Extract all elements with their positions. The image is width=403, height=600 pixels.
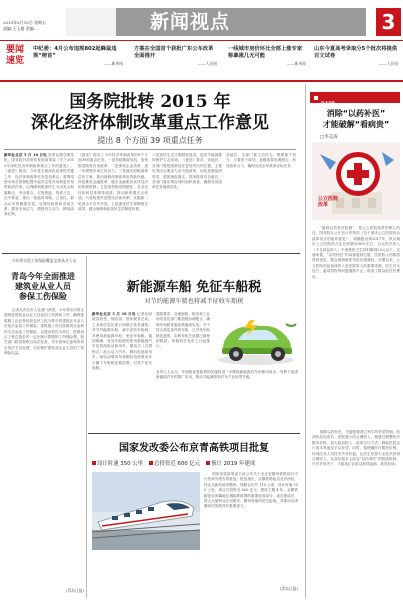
- rail-story: [88, 436, 300, 598]
- digest-item-title: 中纪委：4月公布违规802起蜂鼠违规“榜首”: [33, 46, 117, 60]
- issue-date: 2015年5月15日 星期五: [3, 20, 47, 25]
- side-title-line3: 参保工伤保险: [19, 292, 67, 301]
- lead-body-col1: [4, 153, 74, 251]
- rail-facts: [92, 460, 298, 468]
- side-title-line2: 建筑业从业人员: [15, 282, 71, 291]
- commentary-title-line1: 消除“以药补医”: [326, 109, 386, 118]
- feature-dateline: 新华社北京 5 月 18 日电: [92, 312, 136, 316]
- feature-body-col3: 业内人士认为，车船税优惠政策的实施将进一步降低新能源汽车的使用成本，有利于促进新能源汽车的推广应用，推动节能减排和汽车产业转型升级。: [156, 370, 298, 380]
- digest-item-4[interactable]: [314, 46, 398, 67]
- side-kicker: 今年将实现工伤保险覆盖全体从业人员: [11, 258, 77, 263]
- feature-subtitle: 对节约能源车船也将减半征收车船税: [144, 298, 244, 305]
- commentary-body: “破除以药补医机制”，是公立医院改革的核心所在。国务院办公厅近日印发的《关于城市公立医院综合改革试点的指导意见》，明确提出到2017年，试点城市公立医院药占比总体降到30%左右，百元医疗收入（不含药品收入）中消耗的卫生材料降到20元以下。这意味着，“以药补医”的局面将被打破，医院收入结构将得到优化，群众看病就医负担有望减轻。长期以来，公立医院药品加成收入是医院收入的重要来源，医生开大处方、滥用药物等问题屡禁不止，推高了群众的医疗费用。: [312, 226, 400, 279]
- feature-body-col1: [92, 312, 152, 430]
- commentary-author: □李志涛: [320, 135, 338, 140]
- seal-text-line2: 改革: [318, 202, 329, 208]
- editor-line: 责编:王玉楼 美编:…: [3, 26, 39, 31]
- lead-body-col4: 各地区、各部门要主动作为，既要敢于担当，又要善于谋划，加强改革协调配合，形成改革合力，确保完成全年改革目标任务。: [226, 153, 296, 168]
- rail-fact-investment: 总投资近 600 亿元: [154, 461, 201, 467]
- rail-source: (青岛日报): [279, 586, 298, 591]
- commentary-badge: [310, 92, 400, 109]
- fact-bullet-icon: [206, 461, 210, 465]
- feature-paragraph: 记者从财政部获悉，财政部、国家税务总局、工业和信息化部日前联合发布通知，对节约能源车船，减半征收车船税；对使用新能源车船，免征车船税。通知明确，免征车船税的使用新能源汽车包括纯电动商用车、插电式（含增程式）混合动力汽车、燃料电池商用车。纯电动乘用车和燃料电池乘用车不属于车船税征税范围，对其不征车船税。: [92, 312, 152, 371]
- lead-dateline: 新华社北京 5 月 18 日电: [4, 153, 47, 157]
- commentary-body-2: 破除以药补医，关键是要建立科学的补偿机制。取消药品加成后，医院减少的合理收入，要通过调整医疗服务价格、加大政府投入、改革支付方式、降低医院运行成本等途径予以补偿。同时，要理顺医疗服务价格，体现医务人员技术劳务价值，让医生依靠专业技术获得合理收入，从而从根本上改变“以药养医”的扭曲机制。只有多管齐下，才能真正让群众看得起病、看得好病。: [312, 430, 400, 467]
- feature-bottom-rule: [88, 433, 300, 434]
- feature-car-illustration: [214, 314, 298, 368]
- side-title-line1: 青岛今年全面推进: [11, 272, 75, 281]
- rail-title: 国家发改委公布京青高铁项目批复: [119, 443, 269, 454]
- digest-item-source: ——新华网: [104, 60, 123, 66]
- masthead-rule: [0, 40, 403, 41]
- commentary-badge-label: 时评: [321, 101, 335, 109]
- side-source: (青岛日报): [65, 588, 84, 593]
- side-headline: [2, 272, 84, 302]
- rail-fact-speed: 设计时速 350 公里: [97, 461, 144, 467]
- lead-headline: [0, 92, 300, 134]
- digest-rule: [0, 80, 403, 82]
- masthead: [0, 0, 403, 46]
- digest-item-source: ——人民网: [198, 60, 217, 66]
- commentary-illustration: [312, 142, 400, 220]
- electric-car-icon: [214, 314, 298, 368]
- lead-body-col2: 《意见》提出了今年经济体制改革的8个方面39项重点任务。一是持续简政放权，加快推进政府自身改革。二是深化企业改革，进一步增强市场主体活力。三是落实财税改革总体方案，推动财税体制改革取得新突破。四是推进金融改革，健全金融服务实体经济的体制机制。五是加快推进城镇化、农业农村和科技体制等改革，推动新的增长点形成。六是构建开放型经济新体制，实施新一轮高水平对外开放。七是深化民生保障相关改革，健全保障和改善民生的制度体系。: [78, 153, 148, 212]
- digest-bar: [0, 42, 403, 78]
- rail-body: 国家发展改革委日前公布关于北京至霸州铁路项目可行性研究报告的批复。批复指出，京霸铁路起自北京西站，经北京新机场至霸州，线路全长约 110 公里，设计时速 350 公里，项目总投资近 600 亿元，建设工期 4 年。京霸铁路是京津冀地区城际铁路网的重要组成部分，项目建成后，将大大缩短北京至雄安、霸州等地的时空距离，对推动京津冀协同发展具有重要意义。: [204, 472, 298, 509]
- seal-text: [318, 196, 348, 208]
- commentary: [305, 84, 402, 598]
- lead-paragraph: 经李克强总理签批，国务院日前批转发展改革委《关于2015年深化经济体制改革重点工作的意见》。《意见》指出，今年是全面深化改革的关键之年，经济体制改革任务更加艰巨。要围绕使市场在资源配置中起决定性作用和更好发挥政府作用，以保障和改善民生为出发点和落脚点，突出重点，对准焦距，找准穴位，击中要害，推出一批能叫得响、立得住、群众认可的硬招实招，处理好政府和市场关系，激发市场活力，增强内生动力，释放改革红利。: [4, 153, 74, 217]
- hospital-stamp-illustration: [312, 142, 400, 220]
- seal-text-line1: 公立医院: [318, 196, 339, 202]
- digest-item-title: 方案在全国首个获批广东公车改革全面推开: [134, 46, 214, 60]
- digest-label: 要闻速览: [6, 45, 25, 66]
- digest-item-title: 一线城市房价环比全部上涨专家称暴涨几无可能: [228, 46, 303, 60]
- commentary-title-line2: 才能破解“看病贵”: [322, 120, 390, 129]
- fact-bullet-icon: [92, 461, 96, 465]
- commentary-headline: [312, 108, 400, 130]
- page-number: 3: [381, 10, 396, 34]
- side-story: [0, 256, 87, 598]
- digest-item-1[interactable]: [33, 46, 123, 67]
- digest-item-source: ——新华网: [287, 60, 306, 66]
- digest-item-2[interactable]: [134, 46, 217, 67]
- lead-subtitle: 提出 8 个方面 39 项重点任务: [97, 136, 203, 145]
- fact-bullet-icon: [149, 461, 153, 465]
- digest-item-3[interactable]: [228, 46, 306, 67]
- lead-body-col3: 八是加快生态文明制度建设，促进节能减排和保护生态环境。《意见》要求，各地区、各部门要把改革放在更加突出的位置，主要负责同志要亲力亲为抓改革，切实加强组织领导，狠抓督促落实。国务院将对各地区、各部门落实情况适时组织督查，确保各项改革任务落到实处。: [152, 153, 222, 190]
- feature-title: 新能源车船 免征车船税: [126, 280, 262, 295]
- digest-item-source: ——人民网: [379, 60, 398, 66]
- feature-story: [88, 256, 300, 432]
- feature-body-col2: 通知要求，各地财政、税务和工业和信息化部门要加强协调配合，确保车船税优惠政策落到实处。对不符合规定条件的车船，已享受车船税优惠的，由税务机关追缴已减免的税款。该通知自发布之日起施行。: [156, 312, 210, 349]
- lead-story: [0, 84, 300, 252]
- rail-train-illustration: [92, 472, 200, 550]
- rail-fact-completion: 预计 2019 年建成: [211, 461, 256, 467]
- high-speed-train-icon: [92, 472, 200, 550]
- side-body: 记者从青岛市人社部门获悉，今年青岛市将全面推进建筑业从业人员参加工伤保险工作，确保建筑施工企业特别是农民工较为集中的建筑业从业人员依法参加工伤保险。建筑施工项目按照项目参保的方式参加工伤保险，以建设项目为单位，按照项目工程总造价的一定比例计算缴纳工伤保险费。相关部门将加强联合执法检查，对未按规定参保的项目依法予以处理，切实维护建筑业从业人员的工伤保险权益。: [4, 308, 84, 356]
- commentary-badge-marker: [314, 96, 318, 100]
- lead-bottom-rule: [2, 253, 300, 254]
- lead-rule: [4, 149, 296, 150]
- digest-item-title: 山东今夏高考录取分5个批次将提供百文试卷: [314, 46, 398, 60]
- lead-title-line2: 深化经济体制改革重点工作意见: [31, 113, 269, 133]
- section-title: 新闻视点: [150, 11, 231, 33]
- lead-title-line1: 国务院批转 2015 年: [69, 92, 231, 112]
